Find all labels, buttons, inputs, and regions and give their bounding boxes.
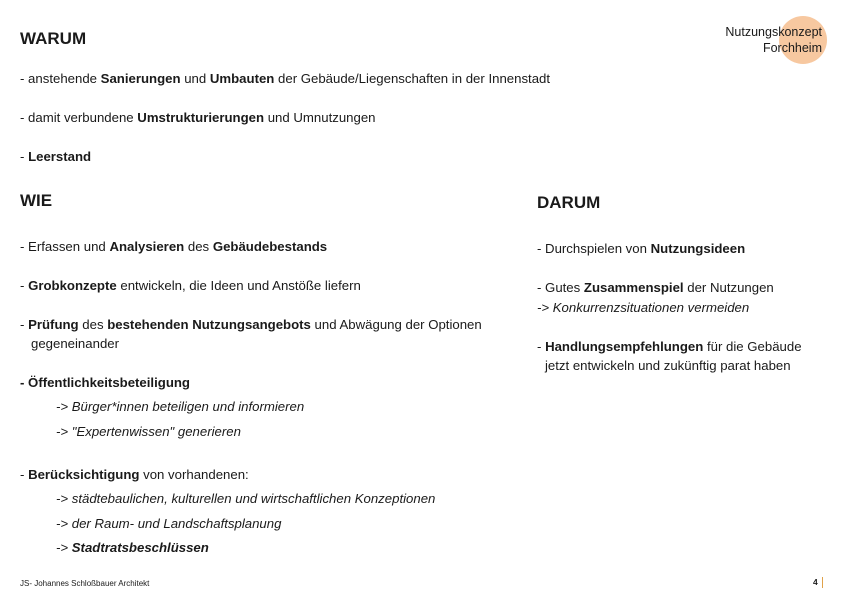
darum-item-2: - Gutes Zusammenspiel der Nutzungen [537, 280, 774, 295]
brand-line-1: Nutzungskonzept [725, 25, 822, 39]
warum-item-2: - damit verbundene Umstrukturierungen und Umnutzungen [20, 110, 376, 125]
page-number: 4 [813, 577, 818, 587]
wie-item-4: - Öffentlichkeitsbeteiligung [20, 375, 190, 390]
wie-item-2: - Grobkonzepte entwickeln, die Ideen und Anstöße liefern [20, 278, 361, 293]
wie-item-5-sub-3: -> Stadtratsbeschlüssen [56, 540, 209, 555]
wie-item-5: - Berücksichtigung von vorhandenen: [20, 467, 249, 482]
wie-item-1: - Erfassen und Analysieren des Gebäudebestands [20, 239, 328, 254]
warum-item-3: - Leerstand [20, 149, 92, 164]
brand-line-2: Forchheim [762, 41, 822, 55]
page-number-bar [822, 577, 823, 588]
darum-item-2-sub: -> Konkurrenzsituationen vermeiden [537, 300, 750, 315]
wie-item-5-sub-1: -> städtebaulichen, kulturellen und wirtschaftlichen Konzeptionen [56, 491, 436, 506]
wie-item-4-sub-1: -> Bürger*innen beteiligen und informieren [56, 399, 305, 414]
wie-item-3: - Prüfung des bestehenden Nutzungsangebots und Abwägung der Optionen [20, 317, 482, 332]
darum-item-1: - Durchspielen von Nutzungsideen [537, 241, 746, 256]
heading-warum: WARUM [20, 29, 87, 48]
warum-item-1: - anstehende Sanierungen und Umbauten der Gebäude/Liegenschaften in der Innenstadt [20, 71, 551, 86]
footer-author: JS- Johannes Schloßbauer Architekt [20, 579, 150, 588]
heading-wie: WIE [20, 191, 53, 210]
darum-item-3: - Handlungsempfehlungen für die Gebäude [537, 339, 802, 354]
heading-darum: DARUM [537, 193, 601, 212]
wie-item-3-continuation: gegeneinander [31, 336, 119, 351]
wie-item-5-sub-2: -> der Raum- und Landschaftsplanung [56, 516, 282, 531]
wie-item-4-sub-2: -> "Expertenwissen" generieren [56, 424, 241, 439]
darum-item-3-continuation: jetzt entwickeln und zukünftig parat haben [545, 358, 791, 373]
